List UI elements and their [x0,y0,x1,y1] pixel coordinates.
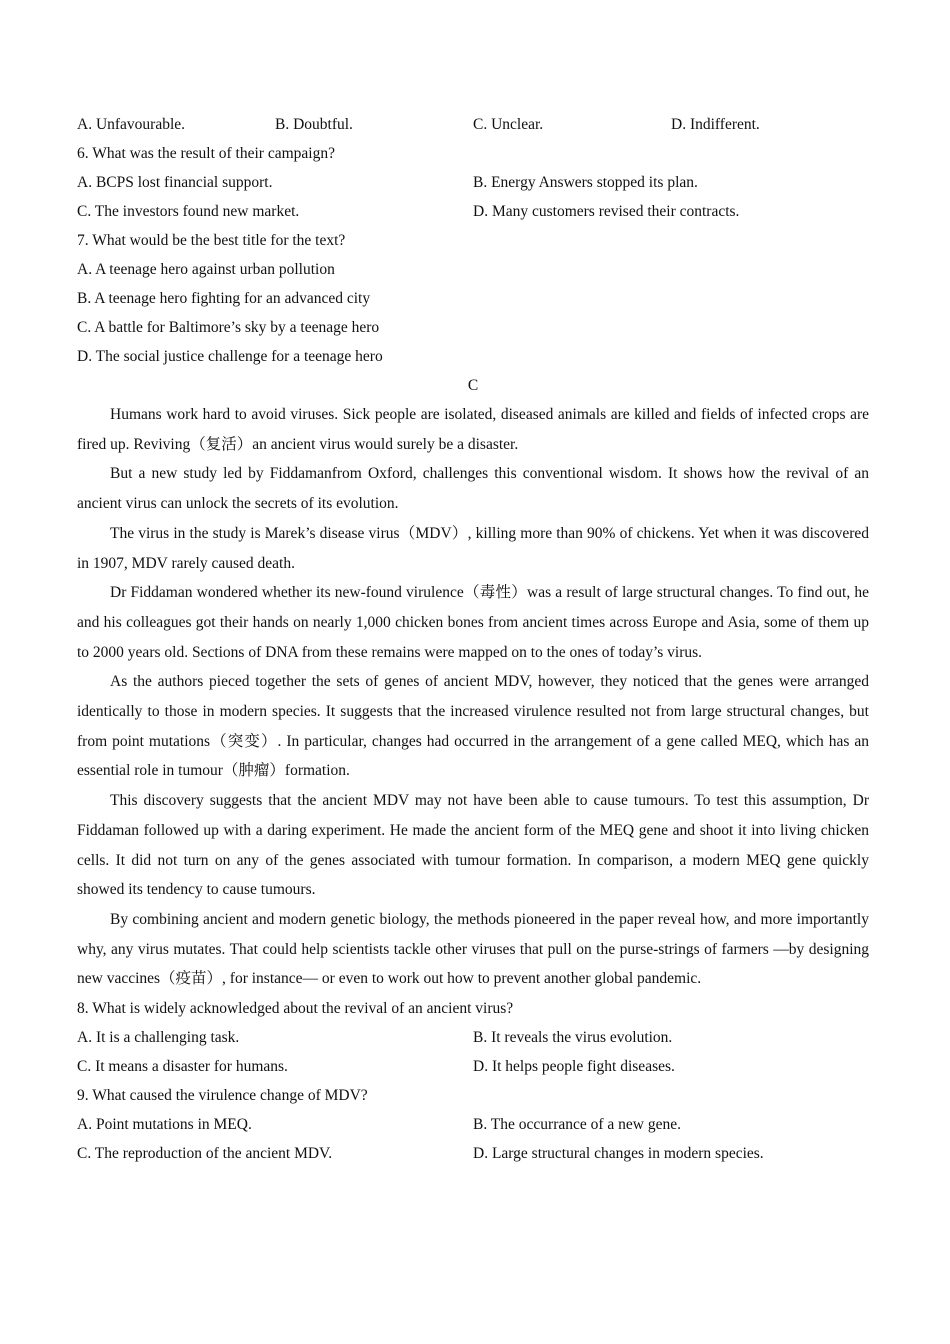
q5-options [77,110,869,139]
q8-option-c[interactable]: C. It means a disaster for humans. [77,1058,288,1076]
passage-paragraph-2: But a new study led by Fiddamanfrom Oxford, challenges this conventional wisdom. It shows how the revival of an ancient virus can unlock the secrets of its evolution. [77,465,869,513]
passage-paragraph-4: Dr Fiddaman wondered whether its new-found virulence（毒性）was a result of large structural changes. To find out, he and his colleagues got their hands on nearly 1,000 chicken bones from ancient times across Europe and Asia, some of them up to 2000 years old. Sections of DNA from these remains were mapped on to the ones of today’s virus. [77,584,869,661]
q6-options-row-1 [77,168,869,197]
q5-option-a[interactable]: A. Unfavourable. [77,116,186,133]
passage-paragraph-6: This discovery suggests that the ancient MDV may not have been able to cause tumours. To test this assumption, Dr Fiddaman followed up with a daring experiment. He made the ancient form of the MEQ gene and shoot it into living chicken cells. It did not turn on any of the genes associated with tumour formation. In comparison, a modern MEQ gene quickly showed its tendency to cause tumours. [77,792,869,899]
q6-option-c[interactable]: C. The investors found new market. [77,203,300,220]
q7-option-d[interactable]: D. The social justice challenge for a teenage hero [77,348,383,365]
section-heading: C [467,377,479,394]
passage-paragraph-1: Humans work hard to avoid viruses. Sick people are isolated, diseased animals are killed and fields of infected crops are fired up. Reviving（复活）an ancient virus would surely be a disaster. [77,406,869,453]
q8-options-row-2 [77,1052,869,1081]
q5-option-b[interactable]: B. Doubtful. [275,116,353,133]
q8-option-d[interactable]: D. It helps people fight diseases. [473,1058,675,1076]
q8-option-a[interactable]: A. It is a challenging task. [77,1029,240,1047]
q6-option-d[interactable]: D. Many customers revised their contracts. [473,203,740,220]
q6-question: 6. What was the result of their campaign? [77,145,335,162]
passage-paragraph-5: As the authors pieced together the sets of genes of ancient MDV, however, they noticed that the genes were arranged identically to those in modern species. It suggests that the increased virulence resulted not from large structural changes, but from point mutations（突变）. In particular, changes had occurred in the arrangement of a gene called MEQ, which has an essential role in tumour（肿瘤）formation. [77,673,869,780]
q6-options-row-2 [77,197,869,226]
q9-option-c[interactable]: C. The reproduction of the ancient MDV. [77,1145,333,1163]
passage-paragraph-7: By combining ancient and modern genetic biology, the methods pioneered in the paper reveal how, and more importantly why, any virus mutates. That could help scientists tackle other viruses that pull on the purse-strings of farmers —by designing new vaccines（疫苗）, for instance— or even to work out how to prevent another global pandemic. [77,910,869,988]
q9-options-row-2 [77,1139,869,1168]
q9-options-row-1 [77,1110,869,1139]
q7-question: 7. What would be the best title for the text? [77,232,346,249]
passage-paragraph-3: The virus in the study is Marek’s disease virus（MDV）, killing more than 90% of chickens. Yet when it was discovered in 1907, MDV rarely caused death. [77,524,869,572]
q5-option-d[interactable]: D. Indifferent. [671,116,760,133]
q6-option-a[interactable]: A. BCPS lost financial support. [77,174,273,191]
q9-option-b[interactable]: B. The occurrance of a new gene. [473,1116,682,1134]
q8-option-b[interactable]: B. It reveals the virus evolution. [473,1029,673,1047]
q7-option-a[interactable]: A. A teenage hero against urban pollution [77,261,335,278]
q6-option-b[interactable]: B. Energy Answers stopped its plan. [473,174,698,191]
q5-option-c[interactable]: C. Unclear. [473,116,544,133]
q9-option-a[interactable]: A. Point mutations in MEQ. [77,1116,252,1134]
page-content [77,110,869,1168]
q7-option-b[interactable]: B. A teenage hero fighting for an advanced city [77,290,371,307]
q8-options-row-1 [77,1023,869,1052]
q7-option-c[interactable]: C. A battle for Baltimore’s sky by a teenage hero [77,319,380,336]
q9-option-d[interactable]: D. Large structural changes in modern species. [473,1145,764,1163]
q8-question: 8. What is widely acknowledged about the revival of an ancient virus? [77,1000,514,1018]
q9-question: 9. What caused the virulence change of MDV? [77,1087,368,1105]
